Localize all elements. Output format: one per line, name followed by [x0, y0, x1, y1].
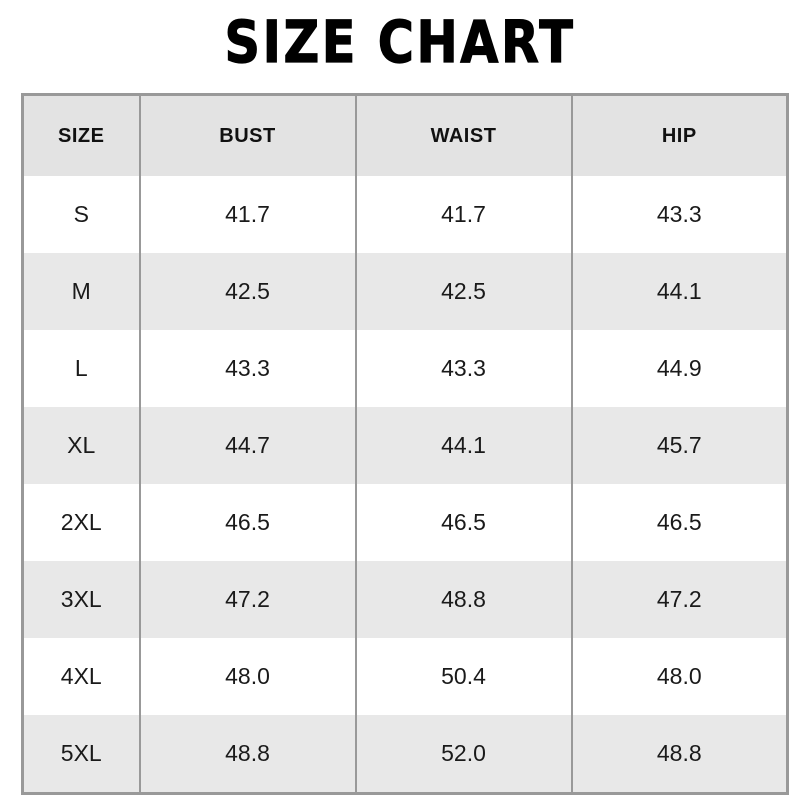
measurement-cell: 52.0	[356, 715, 572, 794]
measurement-cell: 50.4	[356, 638, 572, 715]
measurement-cell: 45.7	[572, 407, 788, 484]
measurement-cell: 48.8	[140, 715, 356, 794]
header-row	[23, 95, 788, 177]
row-size-label: S	[23, 176, 140, 253]
measurement-cell: 42.5	[140, 253, 356, 330]
measurement-cell: 46.5	[356, 484, 572, 561]
table-row	[23, 253, 788, 330]
row-size-label: 4XL	[23, 638, 140, 715]
row-size-label: 2XL	[23, 484, 140, 561]
measurement-cell: 44.1	[572, 253, 788, 330]
measurement-cell: 46.5	[140, 484, 356, 561]
measurement-cell: 43.3	[356, 330, 572, 407]
table-row	[23, 407, 788, 484]
measurement-cell: 48.0	[572, 638, 788, 715]
measurement-cell: 43.3	[140, 330, 356, 407]
column-header-size: SIZE	[23, 95, 140, 177]
measurement-cell: 47.2	[140, 561, 356, 638]
table-row	[23, 176, 788, 253]
column-header-hip: HIP	[572, 95, 788, 177]
measurement-cell: 41.7	[140, 176, 356, 253]
measurement-cell: 43.3	[572, 176, 788, 253]
row-size-label: M	[23, 253, 140, 330]
table-row	[23, 715, 788, 794]
row-size-label: L	[23, 330, 140, 407]
page-title: SIZE CHART	[224, 8, 576, 76]
size-chart-table	[21, 93, 789, 795]
measurement-cell: 44.9	[572, 330, 788, 407]
measurement-cell: 42.5	[356, 253, 572, 330]
measurement-cell: 48.0	[140, 638, 356, 715]
measurement-cell: 48.8	[572, 715, 788, 794]
row-size-label: XL	[23, 407, 140, 484]
column-header-bust: BUST	[140, 95, 356, 177]
measurement-cell: 44.7	[140, 407, 356, 484]
measurement-cell: 41.7	[356, 176, 572, 253]
table-row	[23, 330, 788, 407]
measurement-cell: 48.8	[356, 561, 572, 638]
row-size-label: 3XL	[23, 561, 140, 638]
measurement-cell: 46.5	[572, 484, 788, 561]
column-header-waist: WAIST	[356, 95, 572, 177]
row-size-label: 5XL	[23, 715, 140, 794]
table-row	[23, 561, 788, 638]
measurement-cell: 47.2	[572, 561, 788, 638]
table-row	[23, 638, 788, 715]
measurement-cell: 44.1	[356, 407, 572, 484]
table-row	[23, 484, 788, 561]
